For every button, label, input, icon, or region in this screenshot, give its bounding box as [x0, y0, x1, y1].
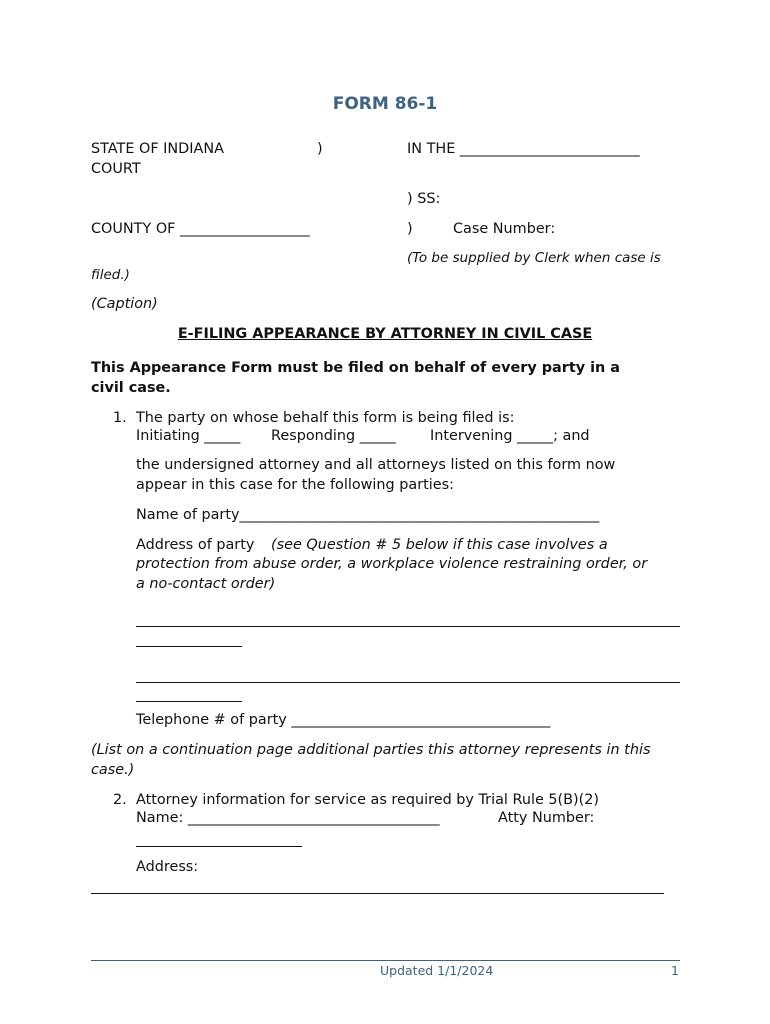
form-title: FORM 86-1 — [332, 94, 438, 114]
address-label: Address of party — [136, 537, 255, 553]
continuation-note: (List on a continuation page additional parties this attorney represents in this — [91, 742, 651, 758]
attorney-info-text: Attorney information for service as required by Trial Rule 5(B)(2) — [136, 792, 600, 808]
attorney-name-field[interactable]: Name: ___________________________________ — [136, 810, 440, 826]
question-number: 1. — [113, 410, 127, 426]
page-number: 1 — [671, 963, 679, 978]
clerk-note-continued: filed.) — [91, 267, 130, 283]
party-question: The party on whose behalf this form is being filed is: — [136, 410, 515, 426]
telephone-field[interactable]: Telephone # of party ____________________________________ — [136, 712, 551, 728]
updated-date: Updated 1/1/2024 — [380, 963, 494, 978]
atty-number-line[interactable] — [136, 846, 302, 847]
party-name-field[interactable]: Name of party__________________________________________________ — [136, 507, 600, 523]
state-label: STATE OF INDIANA — [91, 141, 224, 157]
attorney-address-label: Address: — [136, 859, 199, 875]
address-line-continued[interactable] — [136, 646, 242, 647]
address-note: (see Question # 5 below if this case involves a — [271, 537, 608, 553]
court-label: COURT — [91, 161, 141, 177]
address-line-continued[interactable] — [136, 701, 242, 702]
continuation-note-end: case.) — [91, 762, 135, 778]
atty-number-label: Atty Number: — [498, 810, 595, 826]
caption-paren: ) — [317, 141, 323, 157]
address-line[interactable] — [136, 626, 680, 627]
case-number-label: Case Number: — [453, 221, 556, 237]
attorneys-text: the undersigned attorney and all attorneys listed on this form now — [136, 457, 616, 473]
attorneys-text-continued: appear in this case for the following parties: — [136, 477, 454, 493]
intervening-field[interactable]: Intervening _____; and — [430, 428, 590, 444]
address-note-continued: protection from abuse order, a workplace violence restraining order, or — [136, 556, 648, 572]
county-field[interactable]: COUNTY OF __________________ — [91, 221, 310, 237]
address-note-end: a no-contact order) — [136, 576, 276, 592]
caption-label: (Caption) — [91, 296, 158, 312]
caption-paren: ) — [407, 221, 413, 237]
intro-text-continued: civil case. — [91, 380, 171, 396]
responding-field[interactable]: Responding _____ — [271, 428, 396, 444]
form-heading: E-FILING APPEARANCE BY ATTORNEY IN CIVIL CASE — [177, 326, 593, 342]
question-number: 2. — [113, 792, 127, 808]
court-name-field[interactable]: IN THE _________________________ — [407, 141, 640, 157]
attorney-address-line[interactable] — [91, 893, 664, 894]
clerk-note: (To be supplied by Clerk when case is — [407, 250, 661, 266]
intro-text: This Appearance Form must be filed on behalf of every party in a — [91, 360, 620, 376]
ss-label: ) SS: — [407, 191, 441, 207]
address-line[interactable] — [136, 682, 680, 683]
initiating-field[interactable]: Initiating _____ — [136, 428, 241, 444]
